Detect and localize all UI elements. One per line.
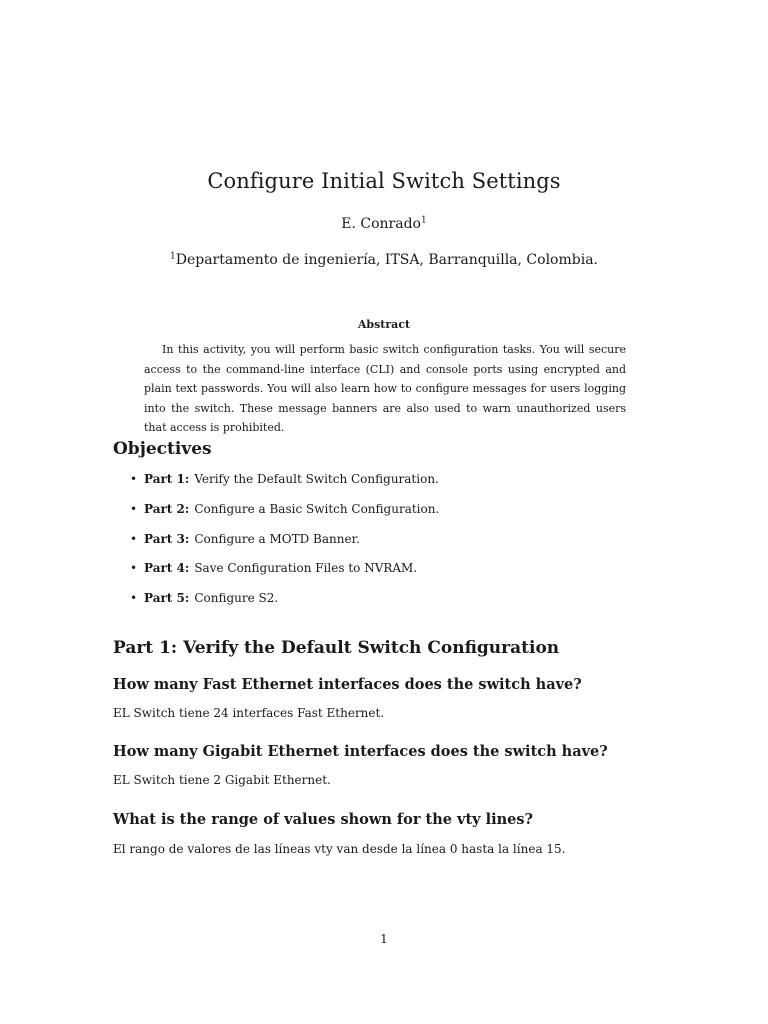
- abstract-heading: Abstract: [357, 318, 411, 331]
- affiliation-line: [0, 252, 768, 268]
- author-line: [0, 216, 768, 232]
- author-affiliation-mark: 1: [420, 215, 427, 226]
- bullet-icon: •: [130, 501, 138, 516]
- objective-label: Part 2:: [144, 501, 190, 516]
- objective-label: Part 1:: [144, 472, 190, 486]
- objective-label: Part 4:: [144, 561, 190, 576]
- list-item: [130, 591, 439, 621]
- answer-text: EL Switch tiene 2 Gigabit Ethernet.: [113, 773, 331, 787]
- objective-label: Part 3:: [144, 531, 190, 546]
- objective-text: Verify the Default Switch Configuration.: [194, 472, 439, 486]
- objective-label: Part 5:: [144, 591, 190, 606]
- objective-text: Configure a Basic Switch Configuration.: [194, 501, 440, 516]
- objective-text: Configure a MOTD Banner.: [194, 531, 360, 546]
- affiliation-text: Departamento de ingeniería, ITSA, Barranquilla, Colombia.: [175, 252, 598, 268]
- author-name: E. Conrado: [341, 216, 421, 232]
- paper-title: Configure Initial Switch Settings: [207, 169, 561, 193]
- list-item: [130, 502, 439, 532]
- answer-text: El rango de valores de las líneas vty van desde la línea 0 hasta la línea 15.: [113, 842, 566, 856]
- objectives-heading: Objectives: [113, 439, 212, 459]
- question-heading: What is the range of values shown for the vty lines?: [113, 811, 534, 828]
- affiliation-mark: 1: [169, 251, 176, 262]
- bullet-icon: •: [130, 561, 138, 576]
- list-item: [130, 532, 439, 562]
- abstract-text: In this activity, you will perform basic switch configuration tasks. You will secure access to the command-line interface (CLI) and console ports using encrypted and plain text passwords. You will also learn how to configure messages for users logging into the switch. These message banners are also used to warn unauthorized users that access is prohibited.: [144, 343, 626, 434]
- objective-text: Save Configuration Files to NVRAM.: [194, 561, 418, 576]
- answer-text: EL Switch tiene 24 interfaces Fast Ethernet.: [113, 706, 385, 720]
- list-item: [130, 472, 439, 502]
- bullet-icon: •: [130, 531, 138, 546]
- bullet-icon: •: [130, 472, 138, 486]
- question-heading: How many Fast Ethernet interfaces does the switch have?: [113, 676, 582, 693]
- page-number: 1: [380, 932, 388, 946]
- objectives-list: [130, 472, 439, 621]
- objective-text: Configure S2.: [194, 591, 279, 606]
- bullet-icon: •: [130, 591, 138, 606]
- part1-heading: Part 1: Verify the Default Switch Configuration: [113, 638, 560, 658]
- list-item: [130, 561, 439, 591]
- question-heading: How many Gigabit Ethernet interfaces does the switch have?: [113, 743, 608, 760]
